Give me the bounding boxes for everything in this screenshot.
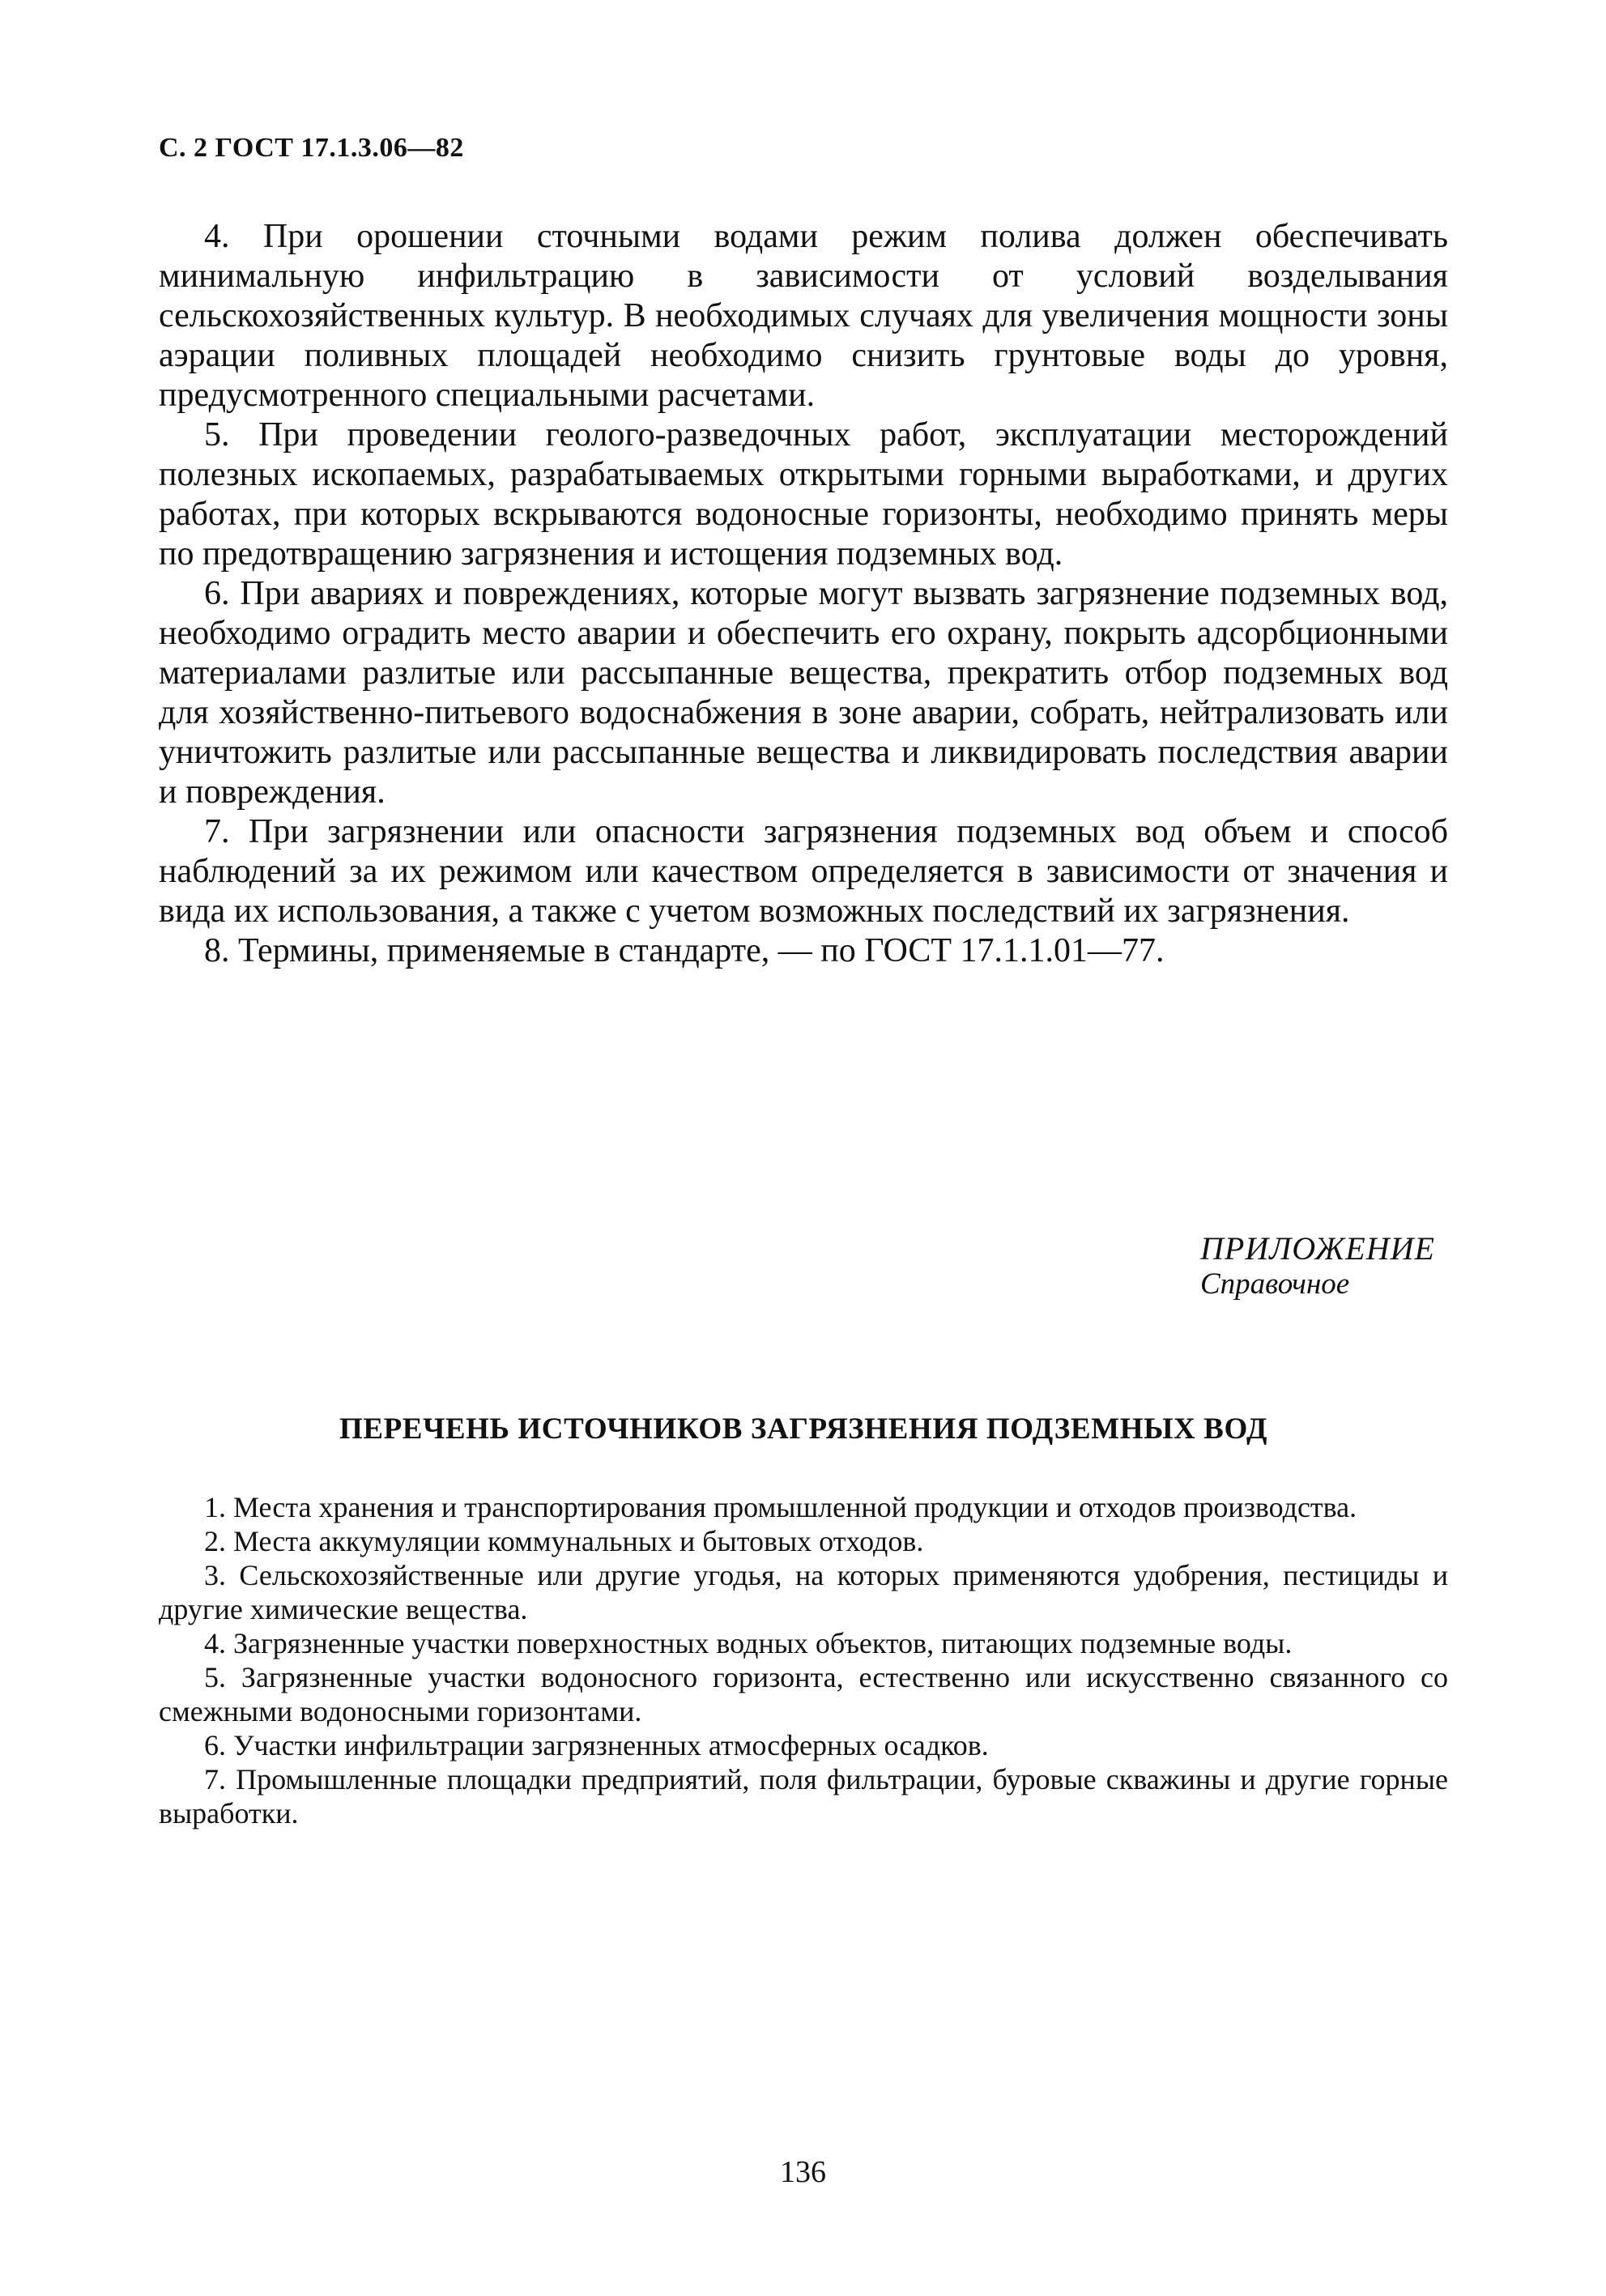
paragraph-6: 6. При авариях и повреждениях, которые могут вызвать загрязнение подземных вод, необходимо оградить место аварии и обеспечить его охрану, покрыть адсорбционными материалами разлитые или рассыпанные вещества, прекратить отбор подземных вод для хозяйственно-питьевого водоснабжения в зоне аварии, собрать, нейтрализовать или уничтожить разлитые или рассыпанные вещества и ликвидировать последствия аварии и повреждения. — [159, 575, 1448, 811]
paragraph-5: 5. При проведении геолого-разведочных работ, эксплуатации месторождений полезных ископаемых, разрабатываемых открытыми горными выработками, и других работах, при которых вскрываются водоносные горизонты, необходимо принять меры по предотвращению загрязнения и истощения подземных вод. — [159, 416, 1448, 573]
main-text — [159, 217, 1448, 971]
list-item: 6. Участки инфильтрации загрязненных атмосферных осадков. — [204, 1729, 989, 1761]
appendix-subtitle: Справочное — [1200, 1267, 1350, 1301]
list-item: 5. Загрязненные участки водоносного горизонта, естественно или искусственно связанного со смежными водоносными горизонтами. — [159, 1661, 1448, 1727]
appendix-label — [1200, 1231, 1435, 1302]
source-list — [159, 1490, 1448, 1830]
paragraph-8: 8. Термины, применяемые в стандарте, — по ГОСТ 17.1.1.01—77. — [204, 932, 1165, 969]
paragraph-4: 4. При орошении сточными водами режим полива должен обеспечивать минимальную инфильтрацию в зависимости от условий возделывания сельскохозяйственных культур. В необходимых случаях для увеличения мощности зоны аэрации поливных площадей необходимо снизить грунтовые воды до уровня, предусмотренного специальными расчетами. — [159, 218, 1448, 414]
paragraph-7: 7. При загрязнении или опасности загрязнения подземных вод объем и способ наблюдений за их режимом или качеством определяется в зависимости от значения и вида их использования, а также с учетом возможных последствий их загрязнения. — [159, 813, 1448, 930]
list-item: 4. Загрязненные участки поверхностных водных объектов, питающих подземные воды. — [204, 1627, 1293, 1659]
appendix-title: ПРИЛОЖЕНИЕ — [1200, 1230, 1435, 1267]
list-item: 1. Места хранения и транспортирования промышленной продукции и отходов производства. — [204, 1491, 1357, 1523]
list-title: ПЕРЕЧЕНЬ ИСТОЧНИКОВ ЗАГРЯЗНЕНИЯ ПОДЗЕМНЫХ ВОД — [339, 1412, 1268, 1446]
list-item: 2. Места аккумуляции коммунальных и бытовых отходов. — [204, 1525, 924, 1557]
page-header: С. 2 ГОСТ 17.1.3.06—82 — [159, 133, 464, 163]
list-item: 7. Промышленные площадки предприятий, поля фильтрации, буровые скважины и другие горные выработки. — [159, 1763, 1448, 1830]
list-item: 3. Сельскохозяйственные или другие угодья, на которых применяются удобрения, пестициды и другие химические вещества. — [159, 1559, 1448, 1625]
page-number: 136 — [780, 2155, 826, 2189]
